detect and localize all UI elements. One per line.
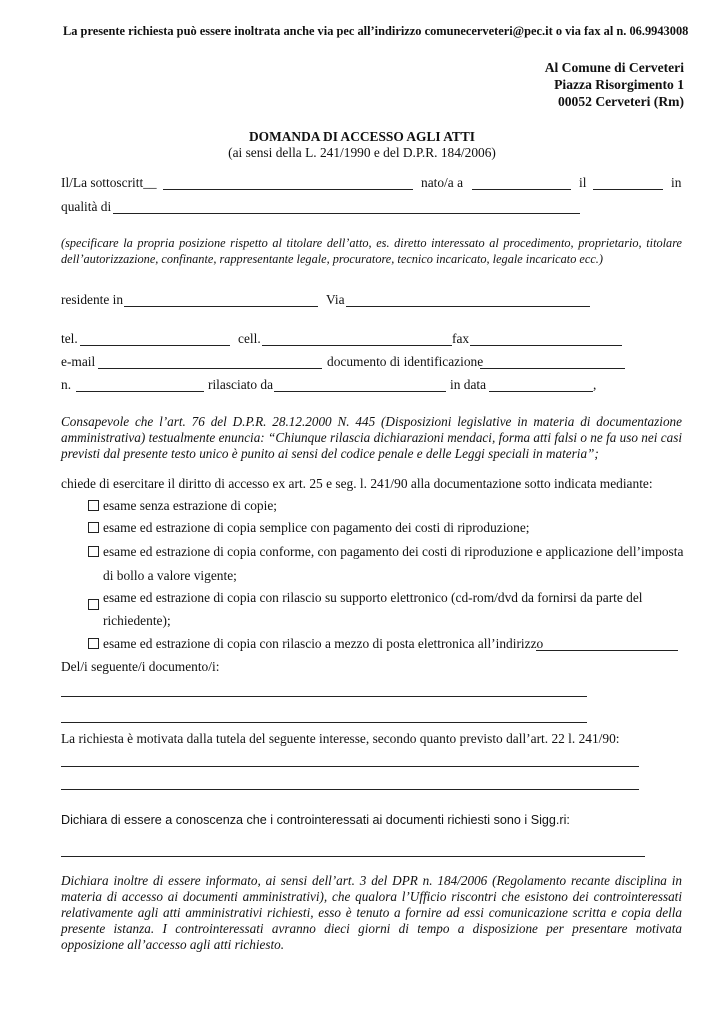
via-label: Via [326, 292, 345, 307]
option-3-label-cont: di bollo a valore vigente; [103, 568, 237, 583]
qualita-field[interactable] [113, 213, 580, 214]
option-1-label: esame senza estrazione di copie; [103, 498, 277, 513]
date-of-birth-field[interactable] [593, 189, 663, 190]
email-label: e-mail [61, 354, 96, 369]
controinteressati-label: Dichiara di essere a conoscenza che i controinteressati ai documenti richiesti sono i Sigg.ri: [61, 813, 570, 827]
residente-field[interactable] [124, 306, 318, 307]
header-note: La presente richiesta può essere inoltrata anche via pec all’indirizzo comunecerveteri@pec.it o via fax al n. 06.9943008 [63, 24, 689, 38]
posta-elettronica-field[interactable] [536, 650, 678, 651]
fax-field[interactable] [470, 345, 622, 346]
recipient-line-2: Piazza Risorgimento 1 [554, 77, 684, 92]
motivata-line-2[interactable] [61, 789, 639, 790]
tel-label: tel. [61, 331, 78, 346]
option-4-label-cont: richiedente); [103, 613, 171, 628]
in-data-label: in data [450, 377, 487, 392]
documenti-line-1[interactable] [61, 696, 587, 697]
nato-label: nato/a a [421, 175, 464, 190]
chiede-text: chiede di esercitare il diritto di accesso ex art. 25 e seg. l. 241/90 alla documentazione sotto indicata mediante: [61, 476, 653, 491]
checkbox-opt5[interactable] [88, 638, 99, 649]
recipient-line-1: Al Comune di Cerveteri [544, 60, 684, 75]
numero-label: n. [61, 377, 72, 392]
in-data-field[interactable] [489, 391, 593, 392]
option-4-label: esame ed estrazione di copia con rilascio su supporto elettronico (cd-rom/dvd da fornirsi da parte del [103, 590, 643, 605]
consapevole-paragraph: Consapevole che l’art. 76 del D.P.R. 28.12.2000 N. 445 (Disposizioni legislative in materia di documentazione amministrativa) testualmente enuncia: “Chiunque rilascia dichiarazioni mendaci, forma atti falsi o ne fa uso nei casi previsti dal presente testo unico è punito ai sensi del codice penale e delle Leggi speciali in materia”; [61, 414, 682, 461]
fax-label: fax [452, 331, 470, 346]
specificare-note: (specificare la propria posizione rispetto al titolare dell’atto, es. diretto interessato al procedimento, proprietario, titolare dell’autorizzazione, confinante, rappresentante legale, procuratore, tecnico incaricato, legale incaricato ecc.) [61, 236, 682, 266]
controinteressati-line[interactable] [61, 856, 645, 857]
cell-field[interactable] [262, 345, 452, 346]
documenti-line-2[interactable] [61, 722, 587, 723]
nato-field[interactable] [472, 189, 571, 190]
document-title: DOMANDA DI ACCESSO AGLI ATTI [249, 129, 475, 144]
documento-field[interactable] [480, 368, 625, 369]
checkbox-opt3[interactable] [88, 546, 99, 557]
option-5-label: esame ed estrazione di copia con rilascio a mezzo di posta elettronica all’indirizzo [103, 636, 544, 651]
option-2-label: esame ed estrazione di copia semplice con pagamento dei costi di riproduzione; [103, 520, 530, 535]
sottoscritto-field[interactable] [163, 189, 413, 190]
il-label: il [579, 175, 587, 190]
documento-label: documento di identificazione [327, 354, 484, 369]
numero-field[interactable] [76, 391, 204, 392]
rilasciato-field[interactable] [274, 391, 446, 392]
via-field[interactable] [346, 306, 590, 307]
checkbox-opt2[interactable] [88, 522, 99, 533]
motivata-label: La richiesta è motivata dalla tutela del seguente interesse, secondo quanto previsto dall’art. 22 l. 241/90: [61, 731, 620, 746]
recipient-line-3: 00052 Cerveteri (Rm) [557, 94, 684, 109]
sottoscritto-label: Il/La sottoscritt__ [61, 175, 157, 190]
option-3-label: esame ed estrazione di copia conforme, con pagamento dei costi di riproduzione e applicazione dell’imposta [103, 544, 684, 559]
in-label: in [671, 175, 682, 190]
motivata-line-1[interactable] [61, 766, 639, 767]
qualita-label: qualità di [61, 199, 112, 214]
documenti-label: Del/i seguente/i documento/i: [61, 659, 220, 674]
tel-field[interactable] [80, 345, 230, 346]
rilasciato-label: rilasciato da [208, 377, 274, 392]
email-field[interactable] [98, 368, 322, 369]
comma: , [593, 377, 597, 392]
document-subtitle: (ai sensi della L. 241/1990 e del D.P.R. 184/2006) [228, 145, 496, 160]
checkbox-opt1[interactable] [88, 500, 99, 511]
residente-label: residente in [61, 292, 124, 307]
cell-label: cell. [238, 331, 261, 346]
checkbox-opt4[interactable] [88, 599, 99, 610]
dichiara-paragraph: Dichiara inoltre di essere informato, ai sensi dell’art. 3 del DPR n. 184/2006 (Regolamento recante disciplina in materia di accesso ai documenti amministrativi), che qualora l’Ufficio riscontri che esistono dei controinteressati relativamente agli atti amministrativi richiesti, esso è tenuto a fornire ad essi comunicazione scritta e copia della presente istanza. I controinteressati avranno dieci giorni di tempo a disposizione per presentare motivata opposizione all’accesso agli atti richiesto. [61, 873, 682, 952]
